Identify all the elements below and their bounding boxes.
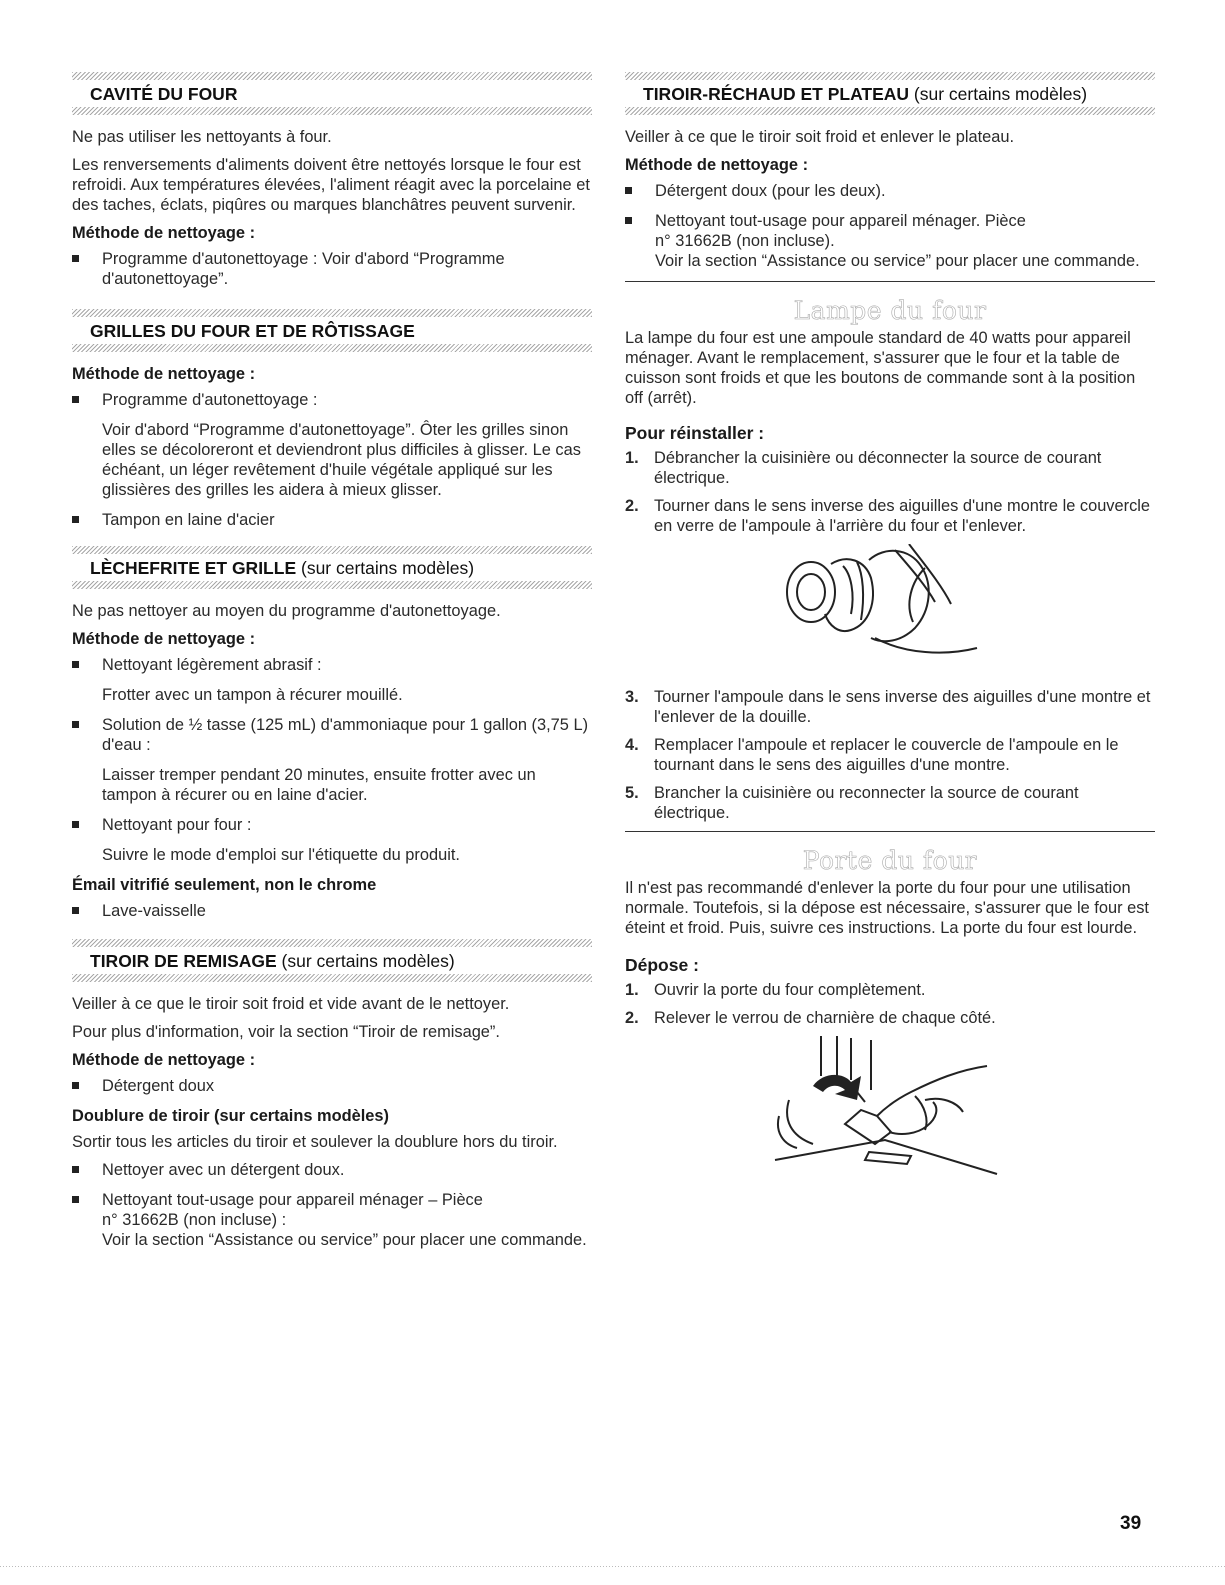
section-title: LÈCHEFRITE ET GRILLE (sur certains modèles) [90,558,475,578]
left-column [72,72,592,1260]
list-item: 1. Ouvrir la porte du four complètement. [625,981,926,999]
section-title-lampe: Lampe du four [793,296,987,325]
subheading-methode: Méthode de nettoyage : [72,224,256,242]
numbered-list [625,687,1155,823]
paragraph: Ne pas nettoyer au moyen du programme d'autonettoyage. [72,602,501,620]
list-item: 3. Tourner l'ampoule dans le sens inverse des aiguilles d'une montre et l'enlever de la douille. [625,688,1151,726]
hand-turning-bulb-cover-illustration [625,544,1155,674]
section-header-cavite [72,72,592,115]
list-item: 2. Tourner dans le sens inverse des aiguilles d'une montre le couvercle en verre de l'ampoule à l'arrière du four et l'enlever. [625,497,1151,535]
bullet-icon [72,907,79,914]
bullet-icon [625,217,632,224]
list-item: Tampon en laine d'acier [72,510,592,530]
divider [625,831,1155,832]
section-title-porte: Porte du four [802,846,978,875]
bullet-icon [72,255,79,262]
bullet-list [72,249,592,289]
numbered-list [625,980,1155,1028]
list-item: 1. Débrancher la cuisinière ou déconnecter la source de courant électrique. [625,449,1102,487]
bullet-icon [72,396,79,403]
hatch-bar [72,974,592,982]
list-item: Nettoyant légèrement abrasif : Frotter avec un tampon à récurer mouillé. [72,655,592,705]
bullet-icon [72,661,79,668]
paragraph: Veiller à ce que le tiroir soit froid et vide avant de le nettoyer. [72,995,510,1013]
hatch-bar [625,72,1155,80]
hatch-bar [625,107,1155,115]
list-item: Nettoyant pour four : Suivre le mode d'emploi sur l'étiquette du produit. [72,815,592,865]
hand-lifting-hinge-lock-illustration [625,1036,1155,1186]
bullet-icon [72,1082,79,1089]
section-title: TIROIR DE REMISAGE (sur certains modèles) [90,951,455,971]
numbered-list [625,448,1155,536]
section-header-remisage [72,939,592,982]
hatch-bar [72,581,592,589]
bottom-dotted-line [0,1566,1225,1567]
section-title: TIROIR-RÉCHAUD ET PLATEAU (sur certains modèles) [643,84,1088,104]
bullet-list [72,390,592,530]
bullet-list [72,901,592,921]
subheading-methode: Méthode de nettoyage : [625,156,809,174]
subheading-reinstaller: Pour réinstaller : [625,423,765,443]
paragraph: Pour plus d'information, voir la section “Tiroir de remisage”. [72,1023,500,1041]
list-item: Détergent doux (pour les deux). [625,181,1155,201]
list-item: Nettoyant tout-usage pour appareil ménager. Pièce n° 31662B (non incluse). Voir la section “Assistance ou service” pour placer une commande. [625,211,1155,271]
bullet-icon [72,516,79,523]
figure-bulb-cover [625,544,1155,679]
hatch-bar [72,72,592,80]
paragraph: Ne pas utiliser les nettoyants à four. [72,128,332,146]
figure-hinge-lock [625,1036,1155,1191]
subheading-methode: Méthode de nettoyage : [72,1051,256,1069]
subheading-depose: Dépose : [625,955,699,975]
paragraph: Veiller à ce que le tiroir soit froid et enlever le plateau. [625,128,1015,146]
bullet-icon [72,1166,79,1173]
subheading-methode: Méthode de nettoyage : [72,630,256,648]
page-number: 39 [1120,1513,1142,1534]
subheading-methode: Méthode de nettoyage : [72,365,256,383]
list-item: Lave-vaisselle [72,901,592,921]
list-item: 2. Relever le verrou de charnière de chaque côté. [625,1009,996,1027]
paragraph: Sortir tous les articles du tiroir et soulever la doublure hors du tiroir. [72,1133,558,1151]
hatch-bar [72,546,592,554]
list-item: Nettoyant tout-usage pour appareil ménager – Pièce n° 31662B (non incluse) : Voir la section “Assistance ou service” pour placer une commande. [72,1190,592,1250]
right-column [625,72,1155,1191]
bullet-icon [72,721,79,728]
divider [625,281,1155,282]
list-item: Programme d'autonettoyage : Voir d'abord “Programme d'autonettoyage”. [72,249,592,289]
list-item: Nettoyer avec un détergent doux. [72,1160,592,1180]
hatch-bar [72,107,592,115]
list-item: Programme d'autonettoyage : Voir d'abord “Programme d'autonettoyage”. Ôter les grilles sinon elles se décoloreront et deviendront plus difficiles à glisser. Le cas échéant, un léger revêtement d'huile végétale appliqué sur les glissières des grilles les aidera à mieux glisser. [72,390,592,500]
list-item: Solution de ½ tasse (125 mL) d'ammoniaque pour 1 gallon (3,75 L) d'eau : Laisser tremper pendant 20 minutes, ensuite frotter avec un tampon à récurer ou en laine d'acier. [72,715,592,805]
hatch-bar [72,309,592,317]
bullet-list [72,655,592,865]
paragraph: La lampe du four est une ampoule standard de 40 watts pour appareil ménager. Avant le remplacement, s'assurer que le four et la table de cuisson sont froids et que les boutons de commande sont à la position off (arrêt). [625,329,1136,407]
bullet-icon [72,821,79,828]
bullet-list [72,1160,592,1250]
subheading-doublure: Doublure de tiroir (sur certains modèles) [72,1107,389,1125]
paragraph: Il n'est pas recommandé d'enlever la porte du four pour une utilisation normale. Toutefois, si la dépose est nécessaire, s'assurer que le four est éteint et froid. Puis, suivre ces instructions. La porte du four est lourde. [625,879,1149,937]
hatch-bar [72,344,592,352]
list-item: 5. Brancher la cuisinière ou reconnecter la source de courant électrique. [625,784,1079,822]
bullet-icon [72,1196,79,1203]
hatch-bar [72,939,592,947]
section-header-lechefrite [72,546,592,589]
bullet-list [72,1076,592,1096]
list-item: 4. Remplacer l'ampoule et replacer le couvercle de l'ampoule en le tournant dans le sens des aiguilles d'une montre. [625,736,1119,774]
section-title: CAVITÉ DU FOUR [90,84,238,104]
section-header-grilles [72,309,592,352]
subheading-email: Émail vitrifié seulement, non le chrome [72,876,377,894]
section-title: GRILLES DU FOUR ET DE RÔTISSAGE [90,321,415,341]
bullet-icon [625,187,632,194]
section-header-rechaud [625,72,1155,115]
list-item: Détergent doux [72,1076,592,1096]
paragraph: Les renversements d'aliments doivent être nettoyés lorsque le four est refroidi. Aux températures élevées, l'aliment réagit avec la porcelaine et des taches, éclats, piqûres ou marques blanchâtres peuvent survenir. [72,156,590,214]
bullet-list [625,181,1155,271]
